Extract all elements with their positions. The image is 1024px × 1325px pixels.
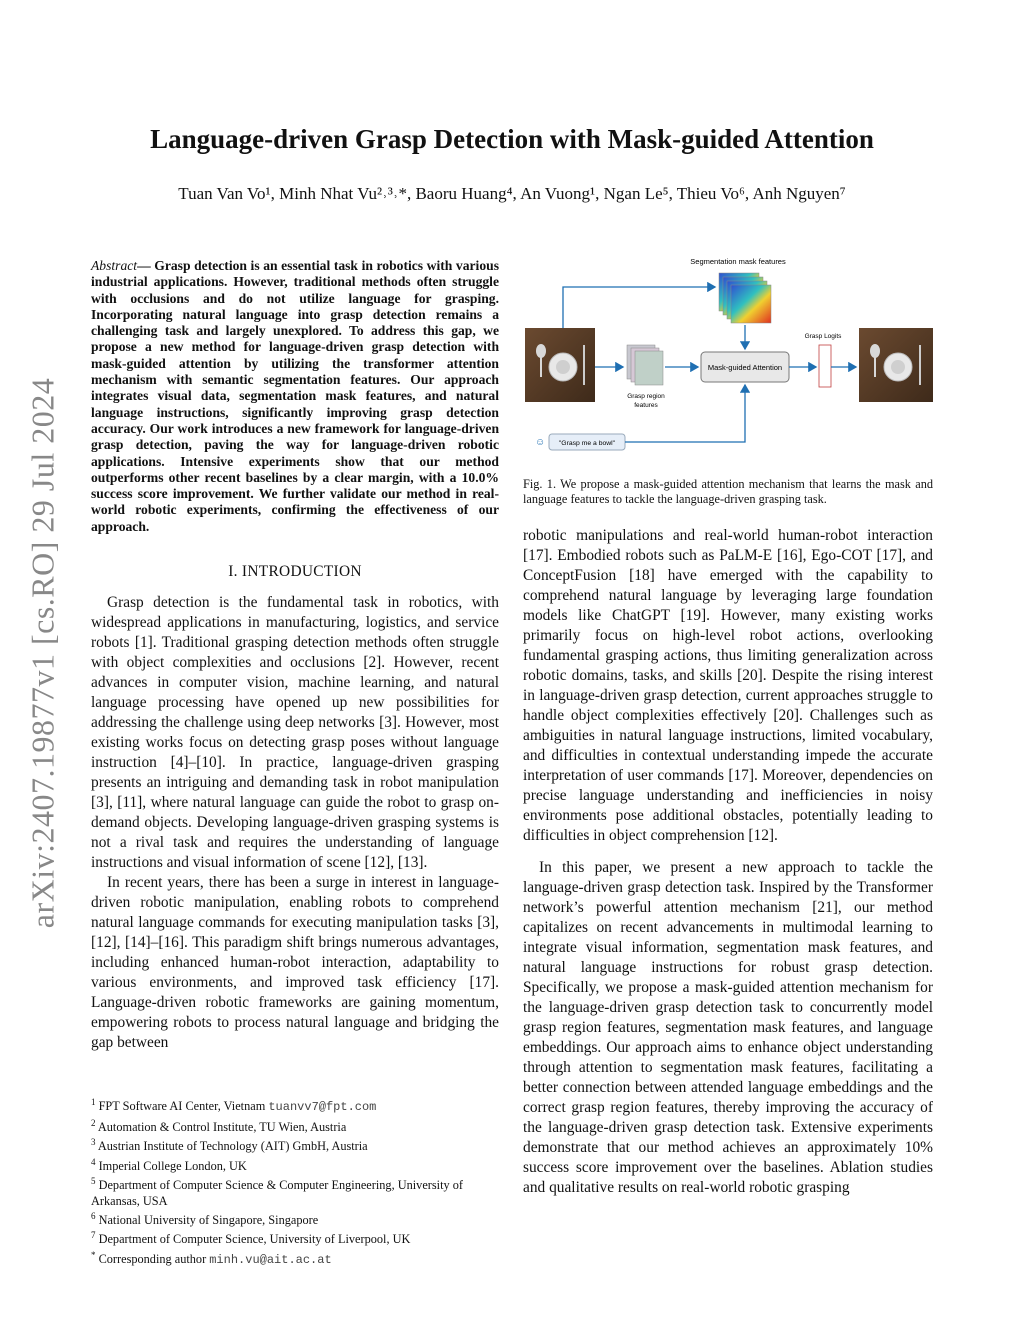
region-label-1: Grasp region [627,393,665,400]
attention-label: Mask-guided Attention [707,363,783,372]
intro-paragraph-2: In recent years, there has been a surge in interest in language-driven robotic manipulation, enabling robots to comprehend natural language commands for executing manipulation tasks [3], [12], [14]–[16]. This paradigm shift brings numerous advantages, including enhanced human-robot interaction, adaptability to various environments, and improved task efficiency [17]. Language-driven robotic frameworks are gaining momentum, empowering robots to process natural language and bridging the gap between [91,874,499,1051]
footnote: $^2$ Automation & Control Institute, TU Wien, Austria [91,1117,347,1134]
abstract-label: Abstract [91,258,138,273]
right-paragraph-1: robotic manipulations and real-world human-robot interaction [17]. Embodied robots such as PaLM-E [16], Ego-COT [17], and ConceptFusion [18] have emerged with the capability to comprehend natural language by leveraging large foundation models like ChatGPT [19]. However, many existing works primarily focus on high-level robot actions, overlooking fundamental grasping actions, thus limiting generalization across robotic domains, tasks, and skills [20]. Despite the rising interest in language-driven grasp detection, current approaches struggle to handle object complexities effectively [20]. Challenges such as ambiguities in natural language instructions, limited vocabulary, and difficulties in contextual understanding impede the accurate interpretation of user commands [17]. Moreover, dependencies on precise language understanding and inefficiencies in noisy environments pose additional obstacles, potentially leading to difficulties in object comprehension [12]. [523,527,933,844]
section-heading: I. INTRODUCTION [228,563,362,580]
abstract-text: — Grasp detection is an essential task in robotics with various industrial applications. However, traditional methods often struggle with occlusions and do not utilize language for grasping. Incorporating natural language into grasp detection remains a challenging task and largely unexplored. To address this gap, we propose a new method for language-driven grasp detection with mask-guided attention by utilizing the transformer attention mechanism with semantic segmentation features. Our approach integrates visual data, segmentation mask features, and natural language instructions, significantly improving grasp detection accuracy. Our work introduces a new framework for language-driven grasp detection, paving the way for language-driven robotic applications. Intensive experiments show that our method outperforms other recent baselines by a clear margin, with a 10.0% success score improvement. We further validate our method in real-world robotic experiments, confirming the effectiveness of our approach. [91,258,499,534]
right-column-body [523,526,933,1198]
footnote: $^6$ National University of Singapore, Singapore [91,1210,319,1227]
author-list: Tuan Van Vo¹, Minh Nhat Vu²˒³˒*, Baoru Huang⁴, An Vuong¹, Ngan Le⁵, Thieu Vo⁶, Anh Nguyen⁷ [178,184,846,203]
grasp-logits-bar [819,345,831,387]
footnote: $^4$ Imperial College London, UK [91,1156,247,1173]
footnote: $^1$ FPT Software AI Center, Vietnam tuanvv7@fpt.com [91,1097,377,1115]
output-scene-image [859,328,933,402]
grasp-region-stack [627,345,663,385]
footnote: $^3$ Austrian Institute of Technology (AIT) GmbH, Austria [91,1137,368,1154]
prompt-text: "Grasp me a bowl" [558,440,616,447]
paper-title: Language-driven Grasp Detection with Mask-guided Attention [150,124,874,154]
intro-paragraph-1: Grasp detection is the fundamental task in robotics, with widespread applications in manufacturing, logistics, and service robots [1]. Traditional grasping detection methods often struggle with object complexities and occlusions [2]. However, recent advances in computer vision, machine learning, and natural language processing have opened up new possibilities for addressing the challenge using deep networks [3]. However, most existing works focus on detecting grasp poses without language instruction [4]–[10]. In practice, language-driven grasping presents an intriguing and demanding task in robot manipulation [3], [11], where natural language can guide the robot to grasp on-demand objects. Developing language-driven grasping systems is not a rival task and requires the understanding of language instructions and visual information of scene [12], [13]. [91,594,499,871]
abstract [91,258,499,535]
footnotes [91,1095,501,1268]
user-icon: ☺ [535,437,546,448]
arxiv-sidebar [18,360,68,945]
footnote: $^7$ Department of Computer Science, University of Liverpool, UK [91,1230,411,1247]
footnote: * Corresponding author minh.vu@ait.ac.at [91,1249,332,1267]
region-label-2: features [634,402,658,409]
input-scene-image [525,328,595,402]
figure-caption: Fig. 1. We propose a mask-guided attention mechanism that learns the mask and language features to tackle the language-driven grasping task. [523,477,933,507]
arxiv-id: arXiv:2407.19877v1 [cs.RO] 29 Jul 2024 [24,377,61,928]
left-column-body [91,593,499,1053]
footnote: $^5$ Department of Computer Science & Computer Engineering, University of Arkansas, USA [91,1176,463,1208]
figure-1-diagram [523,255,935,465]
seg-label: Segmentation mask features [690,257,786,266]
grasp-logits-label: Grasp Logits [804,333,842,340]
segmentation-mask-stack [719,273,771,323]
right-paragraph-2: In this paper, we present a new approach to tackle the language-driven grasp detection task. Inspired by the Transformer network’s powerful attention mechanism [21], our method capitalizes on recent advancements in multimodal learning to integrate visual information, segmentation mask features, and natural language instructions for robust grasp detection. Specifically, we propose a mask-guided attention mechanism for the language-driven grasp detection task to concurrently model grasp region features, segmentation mask features, and language embeddings. Our approach aims to enhance object understanding through attention to segmentation mask features, facilitating a better connection between attended language embeddings and the correct grasp region features, thereby improving the accuracy of the language-driven grasp detection task. Extensive experiments demonstrate that our method achieves an approximately 10% success score improvement over the baselines. Ablation studies and qualitative results on real-world robotic grasping [523,859,933,1196]
